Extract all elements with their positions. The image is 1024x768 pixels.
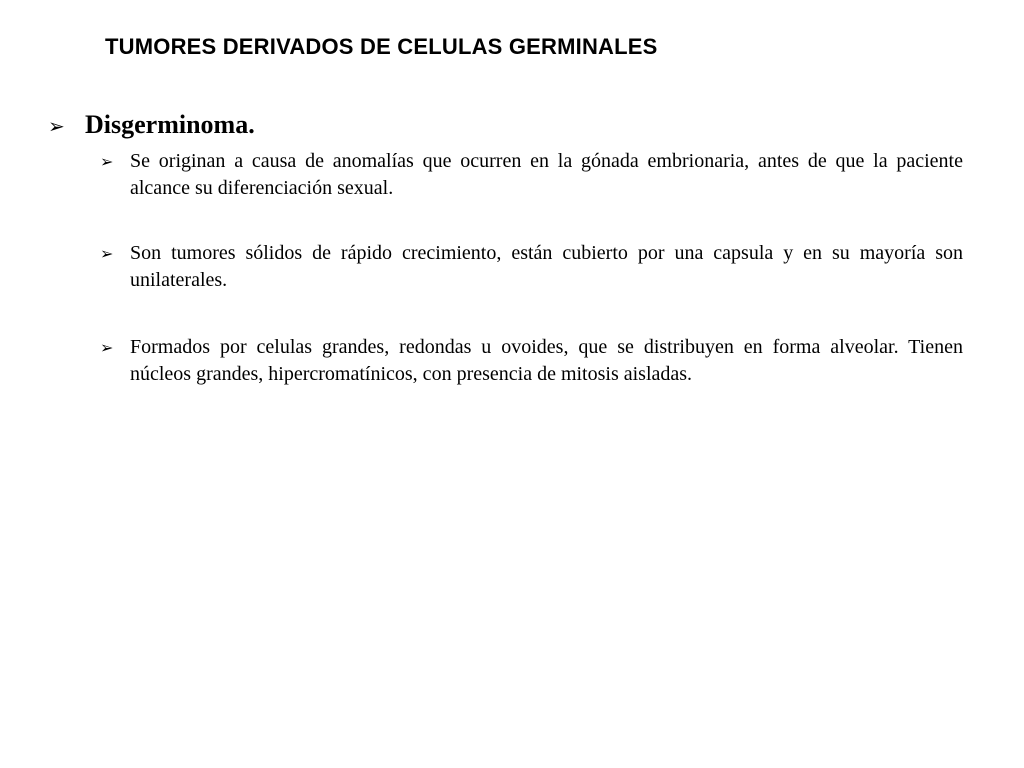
arrowhead-bullet-icon: ➢ [48,114,65,138]
sub-bullet-item [100,240,963,294]
main-bullet-item [48,110,255,140]
arrowhead-bullet-icon: ➢ [100,152,114,171]
arrowhead-bullet-icon: ➢ [100,338,114,357]
sub-bullet-text: Se originan a causa de anomalías que ocurren en la gónada embrionaria, antes de que la paciente alcance su diferenciación sexual. [130,150,963,199]
sub-bullet-text: Son tumores sólidos de rápido crecimiento, están cubierto por una capsula y en su mayoría son unilaterales. [130,242,963,291]
sub-bullet-text: Formados por celulas grandes, redondas u ovoides, que se distribuyen en forma alveolar. Tienen núcleos grandes, hipercromatínicos, con presencia de mitosis aisladas. [130,336,963,385]
main-bullet-label: Disgerminoma. [85,110,255,139]
slide-title: TUMORES DERIVADOS DE CELULAS GERMINALES [105,34,658,59]
arrowhead-bullet-icon: ➢ [100,244,114,263]
sub-bullet-item [100,334,963,388]
sub-bullet-item [100,148,963,202]
